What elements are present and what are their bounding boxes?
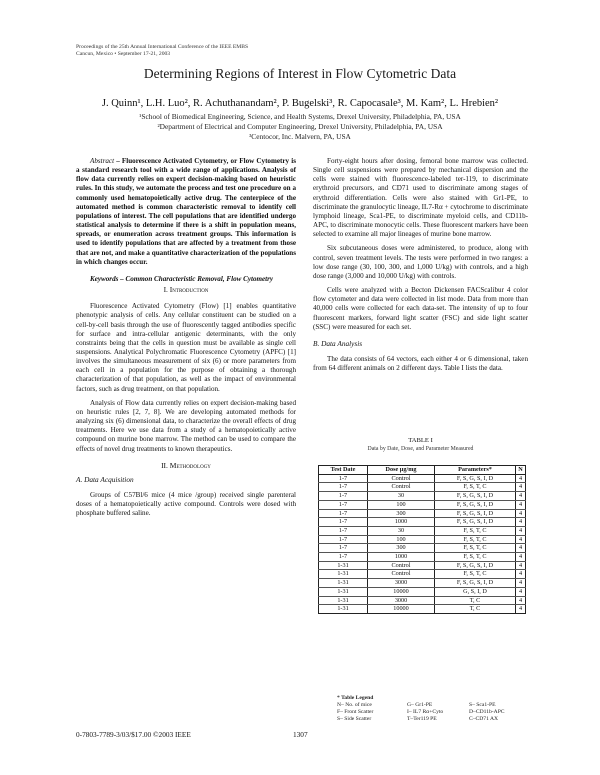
legend-item: D–CD11b-APC (469, 709, 505, 716)
abstract-text: – Fluorescence Activated Cytometry, or Flow Cytometry is a standard research tool with a wide range of applications. Analysis of flow data currently relies on expert decision-making based on heuristic rules. In this study, we automate the process and test one procedure on a commonly used hematopoietically active drug. The centerpiece of the automated method is common characteristic removal to identify cell populations of interest. The cell populations that are identified undergo statistical analysis to determine if there is a shift in population means, spreads, or enumeration across treatment groups. This information is used to identify populations that are affected by a treatment from those that are not, and make a quantitative characterization of the populations in which changes occur. (76, 157, 296, 266)
cell-dose: 3000 (368, 579, 435, 588)
right-paragraph-2: Six subcutaneous doses were administered, to produce, along with control, seven treatment levels. The tests were performed in two ranges: a low dose range (30, 100, 300, and 1,000 U/kg) with controls, and a high dose range (3,000 and 10,000 U/kg) with controls. (313, 244, 528, 280)
table-body (319, 474, 526, 613)
table-row (319, 492, 526, 501)
table-legend (337, 695, 529, 723)
cell-test-date: 1-31 (319, 587, 368, 596)
author-list: J. Quinn¹, L.H. Luo², R. Achuthanandam², P. Bugelski³, R. Capocasale³, M. Kam², L. Hrebien² (101, 98, 499, 109)
header-parameters: Parameters* (435, 466, 516, 475)
section-methodology-heading: II. Methodology (161, 460, 211, 470)
cell-test-date: 1-31 (319, 605, 368, 614)
legend-item: S– Sca1-PE (469, 702, 496, 709)
table-row (319, 483, 526, 492)
table-row (319, 596, 526, 605)
legend-items (337, 702, 529, 723)
acquisition-paragraph: Groups of C57Bl/6 mice (4 mice /group) received single parenteral doses of a hematopoietically active compound. Controls were dosed with phosphate buffered saline. (76, 491, 296, 518)
cell-n: 4 (516, 553, 526, 562)
cell-n: 4 (516, 526, 526, 535)
paper-title: Determining Regions of Interest in Flow Cytometric Data (143, 66, 457, 81)
affiliation-3: ³Centocor, Inc. Malvern, PA, USA (249, 132, 351, 141)
cell-dose: 3000 (368, 596, 435, 605)
cell-n: 4 (516, 483, 526, 492)
introduction-paragraph-1: Fluorescence Activated Cytometry (Flow) [1] enables quantitative phenotypic analysis of cells. Any cellular constituent can be studied on a cell-by-cell basis through the use of fluorescently tagged antibodies specific for surface and intra-cellular antigenic determinants, with the only constraints being that the cells in question must be available as single cell suspensions. Analytical Polychromatic Fluorescence Cytometry (APFC) [1] involves the simultaneous measurement of six (6) or more parameters from each cell in a population for the purpose of obtaining a thorough characterization of that population, as well as the impact of environmental factors, such as drug treatment, on that population. (76, 302, 296, 393)
cell-n: 4 (516, 570, 526, 579)
legend-item: F– Front Scatter (337, 709, 374, 716)
cell-dose: Control (368, 483, 435, 492)
cell-test-date: 1-7 (319, 518, 368, 527)
cell-parameters: G, S, I, D (435, 587, 516, 596)
cell-parameters: T, C (435, 605, 516, 614)
table-row (319, 500, 526, 509)
table-row (319, 535, 526, 544)
table-subcaption: Data by Date, Dose, and Parameter Measured (367, 446, 474, 452)
cell-test-date: 1-31 (319, 561, 368, 570)
table-row (319, 509, 526, 518)
keywords: Keywords – Common Characteristic Removal, Flow Cytometry (90, 274, 274, 283)
abstract-label: Abstract (90, 157, 115, 165)
subsection-data-acquisition: A. Data Acquisition (76, 474, 134, 484)
cell-test-date: 1-31 (319, 570, 368, 579)
legend-item: T–Ter119 PE (407, 716, 437, 723)
introduction-paragraph-2: Analysis of Flow data currently relies on expert decision-making based on heuristic rules [2, 7, 8]. We are developing automated methods for analyzing six (6) dimensional data, to characterize the overall effects of drug treatments. Here we use data from a study of a hematopoietically active compound on murine bone marrow. The method can be used to compare the effects of novel drug treatments to known therapeutics. (76, 398, 296, 453)
cell-test-date: 1-7 (319, 526, 368, 535)
left-column (76, 157, 296, 518)
right-paragraph-3: Cells were analyzed with a Becton Dickensen FACScalibur 4 color flow cytometer and data were collected in list mode. Data from more than 40,000 cells were collected for each data-set. The intensity of up to four fluorescent markers, forward light scatter (FSC) and side light scatter (SSC) were measured for each set. (313, 286, 528, 331)
table-row (319, 526, 526, 535)
legend-item: C–CD71 AX (469, 716, 499, 723)
table-row (319, 587, 526, 596)
cell-dose: 10000 (368, 605, 435, 614)
cell-parameters: F, S, G, S, I, D (435, 518, 516, 527)
cell-dose: 1000 (368, 553, 435, 562)
page-number: 1307 (293, 730, 308, 739)
cell-parameters: F, S, T, C (435, 553, 516, 562)
cell-test-date: 1-7 (319, 492, 368, 501)
right-paragraph-1: Forty-eight hours after dosing, femoral bone marrow was collected. Single cell suspensions were prepared by mechanical dispersion and the cells were stained with fluorescence-labeled ter-119, to discriminate erythroid precursors, and CD71 used to discriminate among stages of erythroid differentiation. Cells were also stained with Gr1-PE, to discriminate the granulocytic lineage, IL7-Rα + cytochrome to discriminate lymphoid lineage, Sca1-PE, to discriminate myeloid cells, and CD11b-APC, to discriminate monocytic cells. These fluorescent markers have been selected to examine all major lineages of murine bone marrow. (313, 157, 528, 239)
header-n: N (516, 466, 526, 475)
affiliation-2: ²Department of Electrical and Computer Engineering, Drexel University, Philadelphia, PA, USA (157, 122, 443, 131)
header-dose: Dose µg/mg (368, 466, 435, 475)
cell-test-date: 1-7 (319, 509, 368, 518)
table-row (319, 579, 526, 588)
table-row (319, 518, 526, 527)
cell-test-date: 1-7 (319, 553, 368, 562)
cell-parameters: F, S, G, S, I, D (435, 579, 516, 588)
cell-parameters: F, S, G, S, I, D (435, 474, 516, 483)
section-introduction-heading: I. Introduction (163, 285, 209, 295)
cell-n: 4 (516, 474, 526, 483)
legend-item: I– IL7 Rα+Cyto (407, 709, 444, 716)
cell-parameters: T, C (435, 596, 516, 605)
cell-parameters: F, S, G, S, I, D (435, 561, 516, 570)
cell-dose: Control (368, 570, 435, 579)
cell-test-date: 1-7 (319, 535, 368, 544)
cell-parameters: F, S, T, C (435, 483, 516, 492)
abstract (76, 157, 296, 267)
legend-item: G– Gr1-PE (407, 702, 433, 709)
cell-dose: 100 (368, 535, 435, 544)
table-row (319, 605, 526, 614)
cell-test-date: 1-7 (319, 483, 368, 492)
table-row (319, 553, 526, 562)
data-table (318, 465, 526, 614)
legend-item: S– Side Scatter (337, 716, 372, 723)
cell-parameters: F, S, T, C (435, 526, 516, 535)
cell-test-date: 1-31 (319, 596, 368, 605)
cell-parameters: F, S, G, S, I, D (435, 492, 516, 501)
table-caption: TABLE I (408, 437, 433, 444)
cell-test-date: 1-31 (319, 579, 368, 588)
proceedings-line-1: Proceedings of the 25th Annual International Conference of the IEEE EMBS (76, 44, 249, 50)
subsection-data-analysis: B. Data Analysis (313, 338, 363, 348)
legend-item: N– No. of mice (337, 702, 372, 709)
footer-isbn: 0-7803-7789-3/03/$17.00 ©2003 IEEE (76, 730, 191, 739)
affiliation-1: ¹School of Biomedical Engineering, Science, and Health Systems, Drexel University, Philadelphia, PA, USA (139, 112, 461, 121)
cell-dose: 30 (368, 492, 435, 501)
cell-n: 4 (516, 596, 526, 605)
cell-n: 4 (516, 605, 526, 614)
cell-parameters: F, S, G, S, I, D (435, 500, 516, 509)
cell-dose: 300 (368, 544, 435, 553)
cell-n: 4 (516, 500, 526, 509)
cell-dose: 30 (368, 526, 435, 535)
cell-dose: Control (368, 474, 435, 483)
table-row (319, 570, 526, 579)
cell-parameters: F, S, G, S, I, D (435, 509, 516, 518)
cell-dose: 10000 (368, 587, 435, 596)
cell-test-date: 1-7 (319, 544, 368, 553)
cell-n: 4 (516, 587, 526, 596)
right-column (313, 157, 528, 373)
cell-parameters: F, S, T, C (435, 544, 516, 553)
cell-n: 4 (516, 492, 526, 501)
proceedings-header (76, 44, 248, 58)
cell-dose: 300 (368, 509, 435, 518)
table-header-row (319, 466, 526, 475)
analysis-paragraph: The data consists of 64 vectors, each either 4 or 6 dimensional, taken from 64 different animals on 2 different days. Table I lists the data. (313, 354, 528, 373)
cell-n: 4 (516, 509, 526, 518)
header-test-date: Test Date (319, 466, 368, 475)
cell-parameters: F, S, T, C (435, 535, 516, 544)
cell-test-date: 1-7 (319, 474, 368, 483)
table-row (319, 474, 526, 483)
cell-n: 4 (516, 535, 526, 544)
cell-dose: 100 (368, 500, 435, 509)
legend-title: * Table Legend (337, 695, 374, 701)
proceedings-line-2: Cancun, Mexico • September 17-21, 2003 (76, 51, 171, 57)
cell-parameters: F, S, T, C (435, 570, 516, 579)
cell-dose: 1000 (368, 518, 435, 527)
cell-dose: Control (368, 561, 435, 570)
table-row (319, 561, 526, 570)
cell-n: 4 (516, 579, 526, 588)
cell-n: 4 (516, 561, 526, 570)
table-row (319, 544, 526, 553)
cell-n: 4 (516, 518, 526, 527)
cell-n: 4 (516, 544, 526, 553)
cell-test-date: 1-7 (319, 500, 368, 509)
